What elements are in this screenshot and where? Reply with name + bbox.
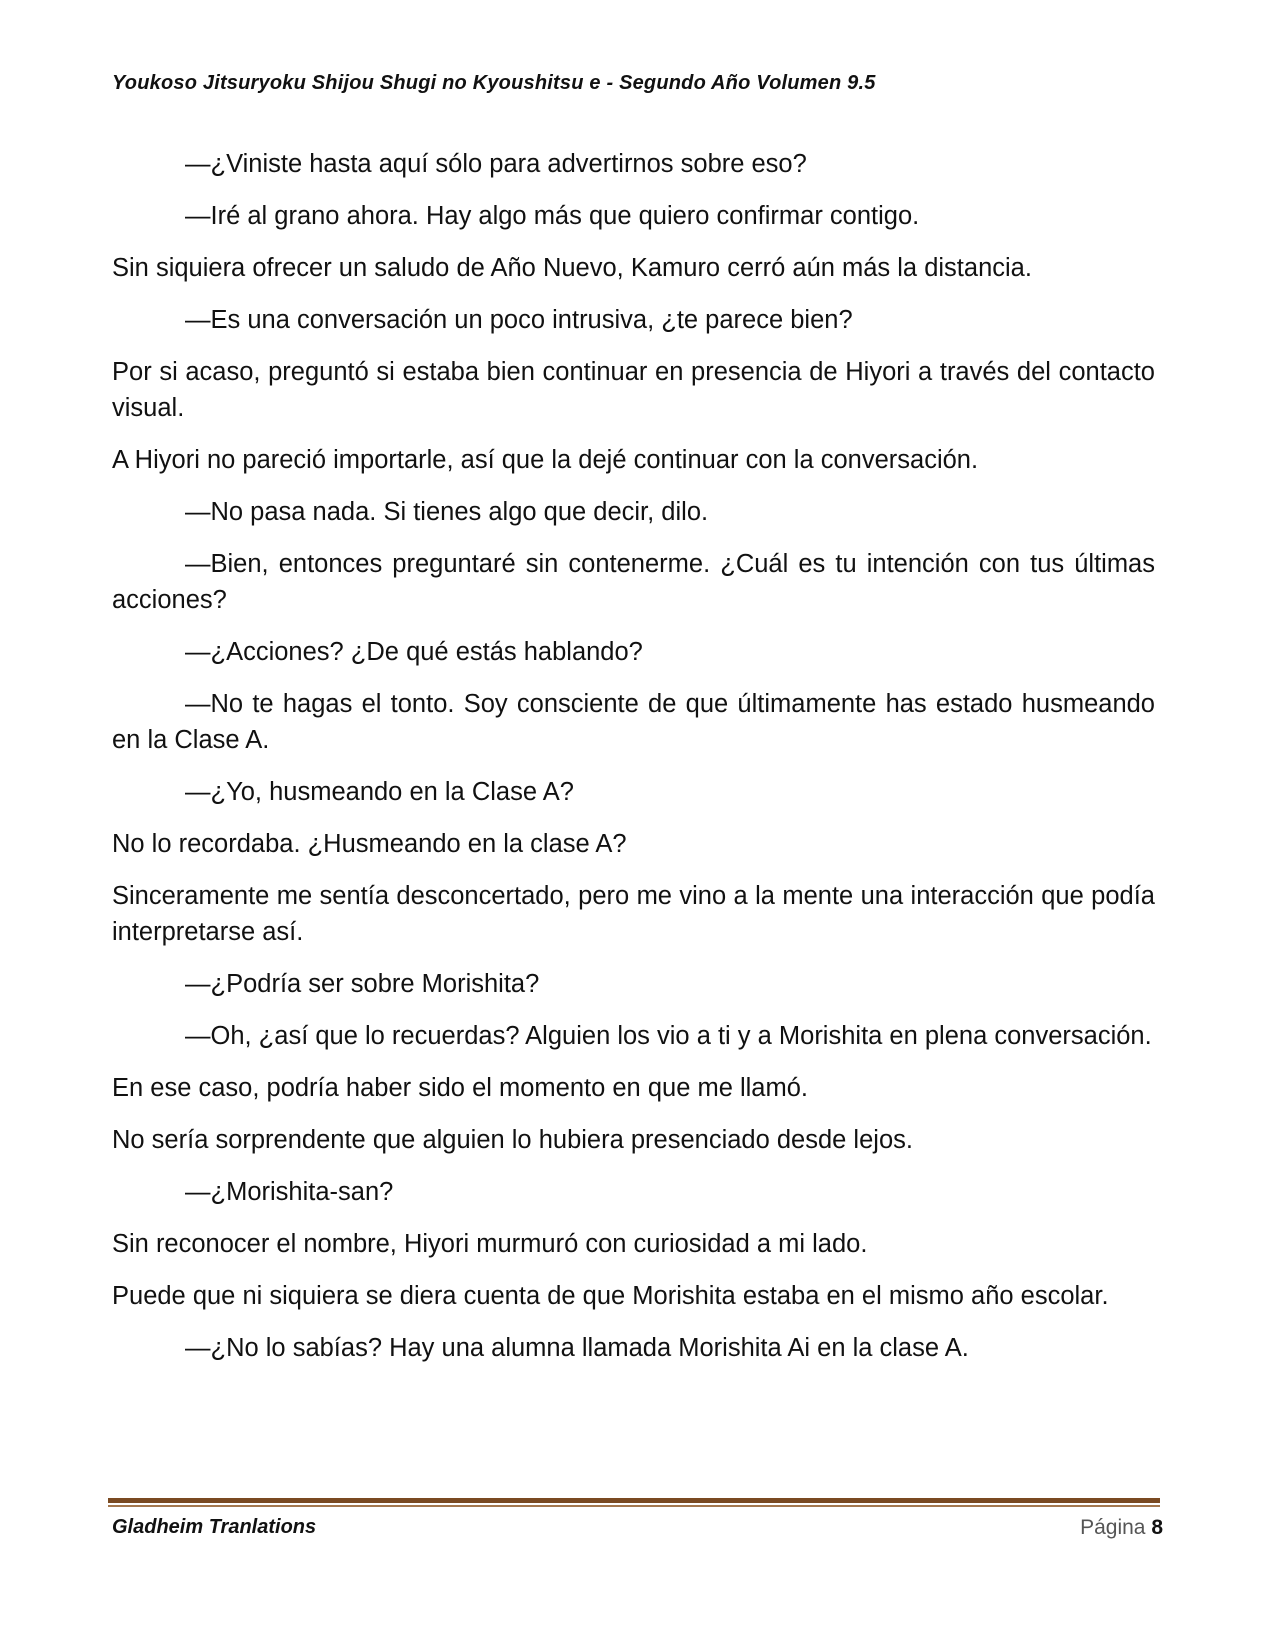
paragraph-narration: Sin siquiera ofrecer un saludo de Año Nuevo, Kamuro cerró aún más la distancia.: [112, 254, 1032, 282]
page-label: Página: [1080, 1516, 1146, 1539]
paragraph-narration: No lo recordaba. ¿Husmeando en la clase A?: [112, 830, 627, 858]
paragraph-dialog: —¿Podría ser sobre Morishita?: [185, 970, 540, 998]
paragraph-narration: Por si acaso, preguntó si estaba bien continuar en presencia de Hiyori a través del contacto visual.: [112, 358, 1155, 422]
paragraph-dialog: —Es una conversación un poco intrusiva, ¿te parece bien?: [185, 306, 853, 334]
paragraph-narration: Puede que ni siquiera se diera cuenta de que Morishita estaba en el mismo año escolar.: [112, 1282, 1109, 1310]
page-number-value: 8: [1151, 1516, 1163, 1539]
paragraph-narration: Sinceramente me sentía desconcertado, pero me vino a la mente una interacción que podía interpretarse así.: [112, 882, 1155, 946]
paragraph-dialog: —No te hagas el tonto. Soy consciente de que últimamente has estado husmeando en la Clase A.: [112, 690, 1155, 754]
paragraph-narration: A Hiyori no pareció importarle, así que la dejé continuar con la conversación.: [112, 446, 979, 474]
footer-divider-thick: [108, 1498, 1160, 1503]
paragraph-dialog: —Iré al grano ahora. Hay algo más que quiero confirmar contigo.: [185, 202, 920, 230]
page-header-title: Youkoso Jitsuryoku Shijou Shugi no Kyoushitsu e - Segundo Año Volumen 9.5: [112, 72, 876, 94]
paragraph-dialog: —Oh, ¿así que lo recuerdas? Alguien los vio a ti y a Morishita en plena conversación.: [185, 1022, 1152, 1050]
paragraph-narration: Sin reconocer el nombre, Hiyori murmuró con curiosidad a mi lado.: [112, 1230, 868, 1258]
paragraph-dialog: —¿No lo sabías? Hay una alumna llamada Morishita Ai en la clase A.: [185, 1334, 969, 1362]
paragraph-narration: No sería sorprendente que alguien lo hubiera presenciado desde lejos.: [112, 1126, 913, 1154]
paragraph-dialog: —Bien, entonces preguntaré sin contenerme. ¿Cuál es tu intención con tus últimas acciones?: [112, 550, 1155, 614]
paragraph-dialog: —¿Yo, husmeando en la Clase A?: [185, 778, 574, 806]
footer-translator-credit: Gladheim Tranlations: [112, 1516, 317, 1538]
paragraph-dialog: —¿Morishita-san?: [185, 1178, 394, 1206]
paragraph-dialog: —¿Acciones? ¿De qué estás hablando?: [185, 638, 643, 666]
paragraph-dialog: —No pasa nada. Si tienes algo que decir, dilo.: [185, 498, 709, 526]
footer-divider: [108, 1498, 1160, 1507]
paragraph-narration: En ese caso, podría haber sido el momento en que me llamó.: [112, 1074, 808, 1102]
footer-page-number: [1080, 1516, 1163, 1540]
document-body: [112, 146, 1155, 1382]
paragraph-dialog: —¿Viniste hasta aquí sólo para advertirnos sobre eso?: [185, 150, 807, 178]
footer-divider-thin: [108, 1505, 1160, 1507]
